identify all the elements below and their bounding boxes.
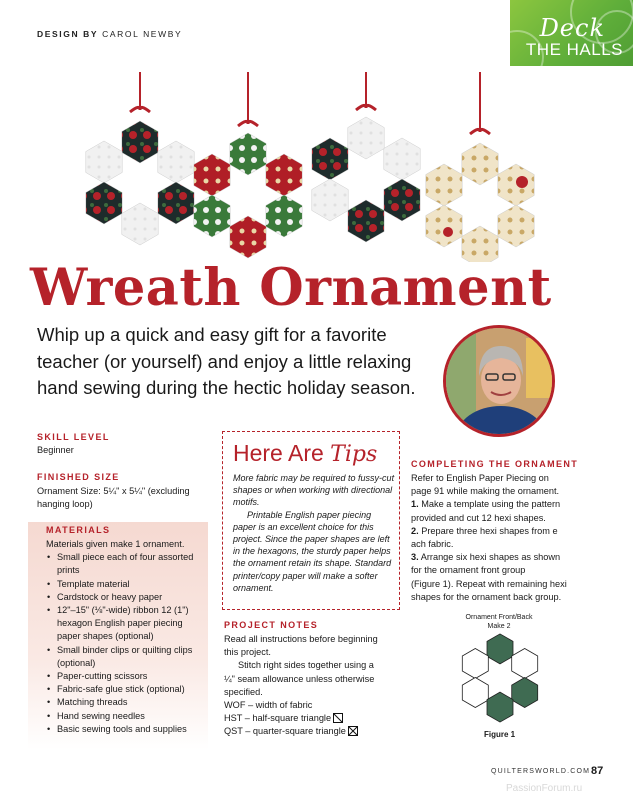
quarter-square-triangle-icon	[348, 726, 358, 736]
materials-item: • Cardstock or heavy paper	[46, 591, 206, 604]
designer-portrait	[443, 325, 555, 437]
completing-label: COMPLETING THE ORNAMENT	[411, 459, 579, 469]
materials-item: • Small binder clips or quilting clips (optional)	[46, 644, 206, 670]
step-number: 1.	[411, 499, 419, 510]
step-2	[411, 525, 591, 538]
figure-hexagon-white	[512, 649, 538, 679]
figure-caption-top	[451, 613, 547, 631]
step-line: Prepare three hexi shapes from e	[418, 525, 558, 536]
figure-hexagon-white	[462, 649, 488, 679]
project-notes-label: PROJECT NOTES	[224, 620, 319, 630]
intro-line: hand sewing during the hectic holiday season.	[37, 377, 416, 398]
wreath-ornament-2	[194, 72, 302, 258]
wreath-ornament-1	[86, 72, 194, 245]
completing-line: Refer to English Paper Piecing on	[411, 473, 549, 483]
step-line: shapes for the ornament back group.	[411, 591, 562, 602]
page-number: 87	[591, 765, 604, 777]
figure-caption-line: Make 2	[487, 623, 511, 630]
notes-hst-text: HST – half-square triangle	[224, 713, 332, 724]
materials-item: • Fabric-safe glue stick (optional)	[46, 683, 206, 696]
figure-hexagon-green	[487, 634, 513, 664]
footer-site: QUILTERSWORLD.COM	[491, 768, 591, 775]
intro-paragraph	[37, 322, 437, 402]
step-number: 2.	[411, 525, 419, 536]
figure-hex-group	[462, 634, 537, 722]
materials-intro: Materials given make 1 ornament.	[46, 539, 185, 549]
step-line: Make a template using the pattern	[418, 499, 561, 510]
finished-size-value	[37, 485, 217, 511]
notes-line: ¼" seam allowance unless otherwise	[224, 673, 375, 684]
tips-heading-script: Tips	[330, 442, 378, 467]
materials-label: MATERIALS	[46, 525, 111, 535]
notes-line: Stitch right sides together using a	[238, 660, 374, 671]
figure-1-diagram	[450, 630, 550, 726]
designer-credit	[37, 29, 182, 39]
figure-hexagon-green	[487, 692, 513, 722]
designer-name: CAROL NEWBY	[102, 29, 183, 39]
tips-paragraph: Printable English paper piecing paper is an excellent choice for this project. Since the paper shapes are left in the hexagons, the sturdy paper helps the ornament retain its shape. Standard printer/copy paper will make a softer ornament.	[233, 509, 392, 593]
intro-line: Whip up a quick and easy gift for a favorite	[37, 324, 387, 345]
portrait-image	[446, 328, 552, 434]
hero-photo	[0, 72, 633, 262]
notes-line: Read all instructions before beginning	[224, 634, 378, 644]
step-3	[411, 551, 591, 564]
materials-item: • Matching threads	[46, 696, 206, 709]
watermark: PassionForum.ru	[506, 783, 583, 794]
materials-item: • Small piece each of four assorted prints	[46, 551, 206, 577]
materials-item: • Hand sewing needles	[46, 710, 206, 723]
step-1	[411, 498, 591, 511]
page-title: Wreath Ornament	[30, 258, 552, 318]
materials-item: • 12"–15" (⅛"-wide) ribbon 12 (1") hexagon English paper piecing paper shapes (optional)	[46, 604, 206, 644]
step-line: (Figure 1). Repeat with remaining hexi	[411, 578, 567, 589]
materials-item: • Basic sewing tools and supplies	[46, 723, 206, 736]
figure-label: Figure 1	[484, 730, 516, 739]
wreath-ornament-3	[312, 72, 420, 242]
completing-line: page 91 while making the ornament.	[411, 486, 560, 497]
step-line: Arrange six hexi shapes as shown	[418, 552, 561, 563]
notes-qst	[224, 725, 399, 738]
finished-size-line: Ornament Size: 5¼" x 5¼" (excluding	[37, 486, 190, 496]
completing-text	[411, 472, 591, 604]
wreath-ornament-4	[426, 72, 534, 262]
figure-hexagon-white	[462, 678, 488, 708]
figure-hexagon-green	[512, 678, 538, 708]
design-by-label: DESIGN BY	[37, 29, 99, 39]
finished-size-line: hanging loop)	[37, 499, 93, 510]
tips-box	[222, 431, 400, 610]
step-line: for the ornament front group	[411, 565, 526, 576]
half-square-triangle-icon	[333, 713, 343, 723]
notes-hst	[224, 712, 399, 725]
notes-line: this project.	[224, 647, 271, 658]
figure-caption-line: Ornament Front/Back	[465, 614, 533, 621]
section-script: Deck	[539, 14, 605, 42]
finished-size-label: FINISHED SIZE	[37, 472, 120, 482]
notes-wof: WOF – width of fabric	[224, 700, 313, 711]
tips-paragraph: More fabric may be required to fussy-cut shapes or when working with directional motifs.	[233, 473, 395, 508]
materials-item: • Template material	[46, 578, 206, 591]
notes-qst-text: QST – quarter-square triangle	[224, 726, 346, 737]
skill-level-label: SKILL LEVEL	[37, 432, 110, 442]
materials-item: • Paper-cutting scissors	[46, 670, 206, 683]
notes-line: specified.	[224, 686, 263, 697]
step-line: ach fabric.	[411, 539, 454, 550]
skill-level-value: Beginner	[37, 445, 74, 455]
project-notes-text	[224, 633, 399, 739]
tips-heading	[233, 440, 377, 467]
step-line: provided and cut 12 hexi shapes.	[411, 512, 546, 523]
section-banner	[510, 0, 633, 66]
tips-text	[233, 472, 395, 594]
intro-line: teacher (or yourself) and enjoy a little relaxing	[37, 350, 412, 372]
step-number: 3.	[411, 552, 419, 563]
tips-heading-main: Here Are	[233, 440, 324, 466]
materials-list	[46, 538, 206, 736]
section-subtitle: THE HALLS	[525, 40, 623, 59]
